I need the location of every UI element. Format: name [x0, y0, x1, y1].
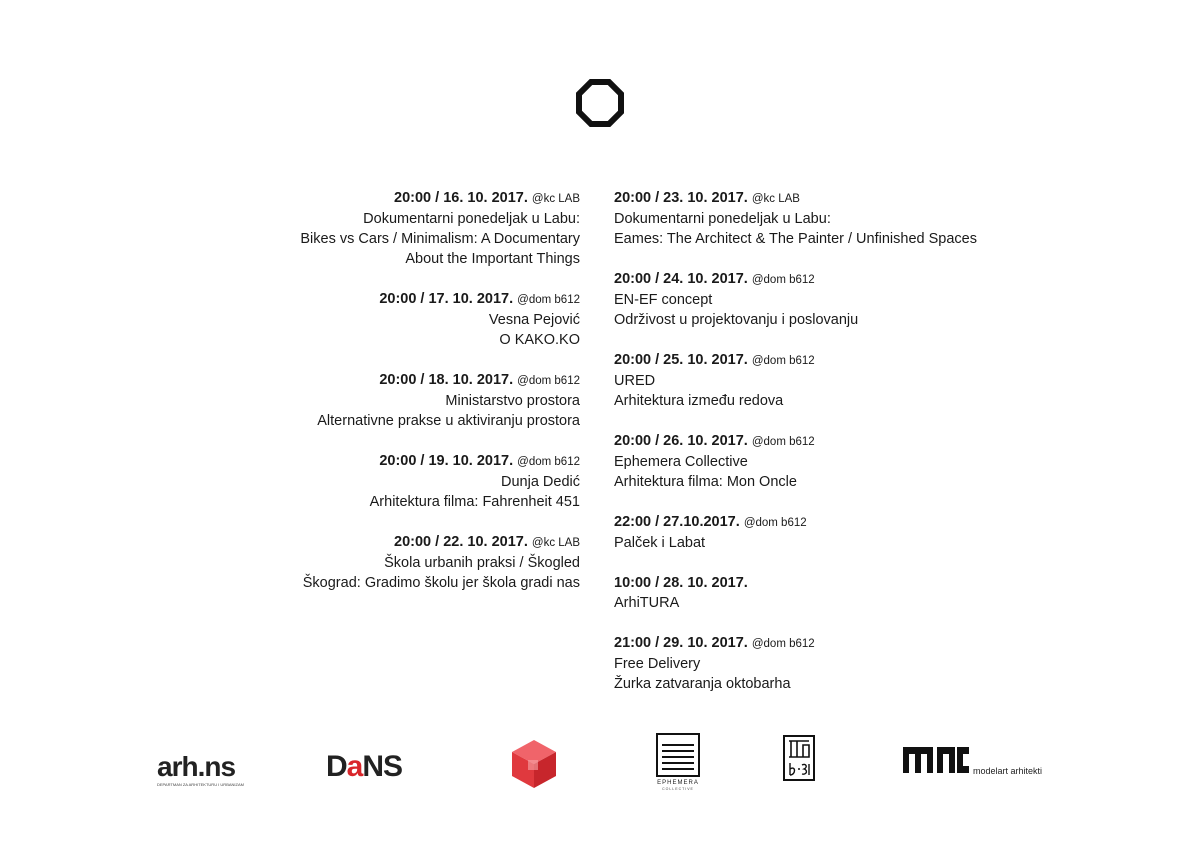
- event-description-line: Arhitektura između redova: [614, 393, 784, 409]
- event-description-line: Arhitektura filma: Fahrenheit 451: [369, 494, 580, 510]
- modelart-mark-icon: [903, 747, 969, 773]
- dans-logo-a: a: [346, 750, 363, 783]
- event-datetime: 21:00 / 29. 10. 2017.: [614, 635, 748, 651]
- ephemera-logo: [656, 733, 700, 793]
- event-venue: @kc LAB: [751, 193, 800, 205]
- event-venue: @dom b612: [517, 375, 580, 387]
- event-venue: @dom b612: [751, 274, 815, 286]
- event-description-line: Alternativne prakse u aktiviranju prostora: [317, 413, 580, 429]
- event-header: [120, 370, 580, 391]
- ephemera-lines-icon: [656, 733, 700, 777]
- modelart-logo-text: modelart arhitekti: [973, 766, 1043, 776]
- event-item: [614, 431, 1074, 492]
- event-venue: @dom b612: [517, 456, 580, 468]
- event-description-line: Dokumentarni ponedeljak u Labu:: [363, 211, 580, 227]
- event-item: [120, 188, 580, 269]
- octagon-logo-icon: [576, 79, 624, 127]
- event-header: [614, 431, 1074, 452]
- event-datetime: 20:00 / 19. 10. 2017.: [379, 453, 514, 469]
- event-item: [120, 289, 580, 350]
- event-description-line: Žurka zatvaranja oktobarha: [614, 676, 791, 692]
- event-datetime: 20:00 / 22. 10. 2017.: [394, 534, 528, 550]
- event-description-line: ArhiTURA: [614, 595, 680, 611]
- event-venue: @kc LAB: [531, 193, 580, 205]
- event-header: [614, 512, 1074, 533]
- ephemera-logo-subtitle: COLLECTIVE: [662, 787, 694, 791]
- event-description-line: Dunja Dedić: [501, 474, 580, 490]
- event-description-line: Dokumentarni ponedeljak u Labu:: [614, 211, 831, 227]
- event-datetime: 20:00 / 17. 10. 2017.: [379, 291, 514, 307]
- event-datetime: 20:00 / 24. 10. 2017.: [614, 271, 748, 287]
- event-description-line: Održivost u projektovanju i poslovanju: [614, 312, 859, 328]
- event-description-line: Bikes vs Cars / Minimalism: A Documentary: [300, 231, 580, 247]
- event-description-line: O KAKO.KO: [499, 332, 580, 348]
- event-datetime: 20:00 / 26. 10. 2017.: [614, 433, 748, 449]
- event-venue: @kc LAB: [531, 537, 580, 549]
- event-venue: @dom b612: [751, 436, 815, 448]
- dom-b612-logo-icon: [783, 735, 815, 781]
- event-item: [614, 188, 1074, 249]
- event-description-line: Arhitektura filma: Mon Oncle: [614, 474, 797, 490]
- event-description-line: Škola urbanih praksi / Škogled: [384, 555, 580, 571]
- event-item: [614, 512, 1074, 553]
- schedule-right-column: [614, 188, 1074, 714]
- event-description-line: Free Delivery: [614, 656, 701, 672]
- dans-logo-ns: NS: [362, 750, 403, 783]
- event-datetime: 20:00 / 23. 10. 2017.: [614, 190, 748, 206]
- event-venue: @dom b612: [517, 294, 580, 306]
- event-description-line: Palček i Labat: [614, 535, 706, 551]
- event-description-line: Ephemera Collective: [614, 454, 748, 470]
- event-description-line: URED: [614, 373, 656, 389]
- event-header: [614, 188, 1074, 209]
- event-header: [614, 269, 1074, 290]
- event-description-line: Škograd: Gradimo školu jer škola gradi nas: [302, 575, 580, 591]
- event-header: [614, 573, 1074, 593]
- dans-logo-d: D: [326, 750, 347, 783]
- schedule-left-column: [120, 188, 580, 613]
- event-item: [614, 633, 1074, 694]
- event-venue: @dom b612: [751, 638, 815, 650]
- event-header: [120, 532, 580, 553]
- event-item: [614, 350, 1074, 411]
- event-item: [614, 573, 1074, 613]
- event-item: [120, 451, 580, 512]
- event-datetime: 10:00 / 28. 10. 2017.: [614, 575, 748, 591]
- event-header: [614, 350, 1074, 371]
- event-datetime: 20:00 / 16. 10. 2017.: [394, 190, 528, 206]
- event-header: [614, 633, 1074, 654]
- event-description-line: About the Important Things: [405, 251, 580, 267]
- event-description-line: Eames: The Architect & The Painter / Unfinished Spaces: [614, 231, 977, 247]
- arhns-logo-subtitle: DEPARTMAN ZA ARHITEKTURU I URBANIZAM: [157, 782, 244, 787]
- event-venue: @dom b612: [743, 517, 807, 529]
- modelart-logo: [903, 747, 1043, 777]
- event-item: [120, 532, 580, 593]
- event-item: [120, 370, 580, 431]
- event-description-line: Vesna Pejović: [488, 312, 580, 328]
- dans-logo: [326, 750, 402, 784]
- event-datetime: 22:00 / 27.10.2017.: [614, 514, 740, 530]
- event-header: [120, 289, 580, 310]
- event-header: [120, 451, 580, 472]
- ephemera-logo-title: EPHEMERA: [657, 780, 699, 786]
- red-cube-logo-icon: [510, 738, 558, 790]
- event-datetime: 20:00 / 25. 10. 2017.: [614, 352, 748, 368]
- event-description-line: EN-EF concept: [614, 292, 713, 308]
- arhns-logo: [157, 752, 255, 792]
- event-datetime: 20:00 / 18. 10. 2017.: [379, 372, 514, 388]
- event-header: [120, 188, 580, 209]
- event-item: [614, 269, 1074, 330]
- arhns-logo-word: arh.ns: [157, 751, 236, 782]
- event-venue: @dom b612: [751, 355, 815, 367]
- event-description-line: Ministarstvo prostora: [445, 393, 580, 409]
